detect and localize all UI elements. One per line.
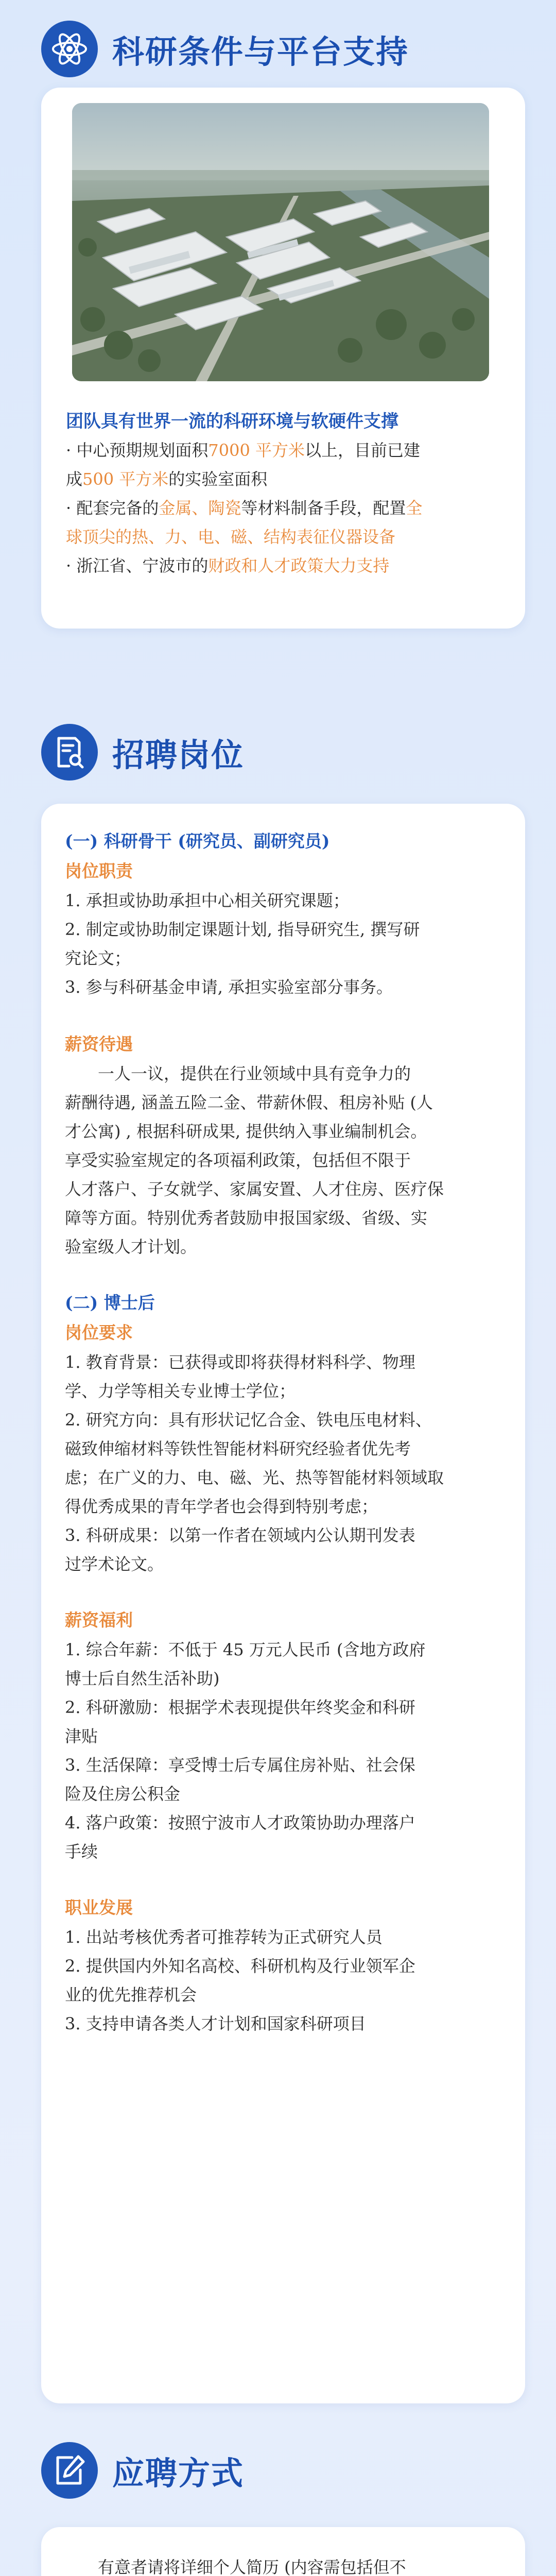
text: 的实验室面积 (168, 469, 268, 489)
platform-bullet-equipment (66, 494, 503, 551)
text-line: 3. 科研成果：以第一作者在领域内公认期刊发表 (65, 1526, 415, 1545)
campus-aerial-image (72, 103, 489, 381)
bullet-mark: · (66, 556, 72, 575)
text-line: 业的优先推荐机会 (65, 1985, 197, 2005)
text: 成 (66, 469, 83, 489)
platform-bullet-area (66, 436, 503, 494)
text-line: 手续 (65, 1842, 98, 1861)
text-line: 4. 落户政策：按照宁波市人才政策协助办理落户 (65, 1813, 415, 1833)
text-line: 得优秀成果的青年学者也会得到特别考虑； (65, 1497, 378, 1516)
position-postdoc-title: (二) 博士后 (65, 1293, 155, 1313)
apply-text: 有意者请将详细个人简历 (内容需包括但不 (98, 2557, 406, 2576)
duty-item: 究论文； (65, 948, 131, 968)
section-header-platform (41, 21, 409, 77)
text-line: 险及住房公积金 (65, 1784, 181, 1804)
text-line: 3. 支持申请各类人才计划和国家科研项目 (65, 2014, 366, 2033)
positions-content (65, 826, 502, 2038)
text-line: 障等方面。特别优秀者鼓励申报国家级、省级、实 (65, 1208, 428, 1228)
apply-content (65, 2553, 502, 2576)
text-line: 3. 生活保障：享受博士后专属住房补贴、社会保 (65, 1755, 415, 1775)
highlight-area: 500 平方米 (82, 469, 169, 489)
text: 以上，目前已建 (304, 440, 420, 460)
section-title: 招聘岗位 (112, 736, 245, 774)
platform-details (66, 407, 503, 580)
text-line: 才公寓) , 根据科研成果, 提供纳入事业编制机会。 (65, 1122, 427, 1141)
highlight-area: 7000 平方米 (208, 440, 305, 460)
text-line: 虑；在广义的力、电、磁、光、热等智能材料领域取 (65, 1468, 444, 1487)
position-researcher-title: (一) 科研骨干 (研究员、副研究员) (65, 831, 330, 851)
requirement-heading: 岗位要求 (65, 1323, 133, 1343)
benefit-heading: 薪资福利 (65, 1610, 133, 1630)
highlight-text: 全 (406, 498, 423, 518)
highlight-materials: 金属、陶瓷 (159, 498, 241, 518)
text: 配套完备的 (76, 498, 159, 518)
section-title: 科研条件与平台支持 (112, 32, 409, 71)
text-line: 享受实验室规定的各项福利政策，包括但不限于 (65, 1150, 411, 1170)
document-search-icon (41, 724, 98, 781)
text: 中心预期规划面积 (76, 440, 208, 460)
bullet-mark: · (66, 440, 72, 460)
text-line: 1. 出站考核优秀者可推荐转为正式研究人员 (65, 1927, 383, 1947)
text-line: 2. 研究方向：具有形状记忆合金、铁电压电材料、 (65, 1410, 432, 1430)
text-line: 一人一议，提供在行业领域中具有竞争力的 (98, 1064, 411, 1083)
career-heading: 职业发展 (65, 1897, 133, 1918)
benefit-list (65, 1635, 502, 1866)
section-title: 应聘方式 (112, 2454, 245, 2492)
highlight-policy: 财政和人才政策大力支持 (208, 556, 390, 575)
pay-paragraph (65, 1059, 502, 1261)
text-line: 学、力学等相关专业博士学位； (65, 1381, 296, 1401)
highlight-instruments: 球顶尖的热、力、电、磁、结构表征仪器设备 (66, 527, 396, 547)
duty-item: 1. 承担或协助承担中心相关研究课题； (65, 891, 350, 910)
requirement-list (65, 1348, 502, 1579)
pay-heading: 薪资待遇 (65, 1034, 133, 1054)
text-line: 2. 提供国内外知名高校、科研机构及行业领军企 (65, 1956, 415, 1976)
text-line: 博士后自然生活补助) (65, 1669, 220, 1688)
edit-document-icon (41, 2442, 98, 2499)
text: 等材料制备手段，配置 (241, 498, 406, 518)
platform-bullet-policy (66, 551, 503, 580)
bullet-mark: · (66, 498, 72, 518)
text-line: 1. 综合年薪：不低于 45 万元人民币 (含地方政府 (65, 1640, 426, 1659)
text-line: 磁致伸缩材料等铁性智能材料研究经验者优先考 (65, 1439, 411, 1459)
career-list (65, 1923, 502, 2038)
text-line: 过学术论文。 (65, 1554, 164, 1574)
text-line: 薪酬待遇, 涵盖五险二金、带薪休假、租房补贴 (人 (65, 1093, 433, 1112)
text-line: 人才落户、子女就学、家属安置、人才住房、医疗保 (65, 1179, 444, 1199)
platform-heading: 团队具有世界一流的科研环境与软硬件支撑 (66, 411, 398, 432)
text-line: 验室级人才计划。 (65, 1237, 197, 1257)
section-header-apply (41, 2442, 244, 2499)
atom-icon (41, 21, 98, 77)
text-line: 2. 科研激励：根据学术表现提供年终奖金和科研 (65, 1698, 415, 1717)
duty-item: 3. 参与科研基金申请, 承担实验室部分事务。 (65, 977, 393, 997)
section-header-positions (41, 724, 244, 781)
text-line: 1. 教育背景：已获得或即将获得材料科学、物理 (65, 1352, 415, 1372)
text: 浙江省、宁波市的 (76, 556, 208, 575)
text-line: 津贴 (65, 1726, 98, 1746)
duty-item: 2. 制定或协助制定课题计划, 指导研究生, 撰写研 (65, 920, 420, 939)
duty-heading: 岗位职责 (65, 861, 133, 881)
